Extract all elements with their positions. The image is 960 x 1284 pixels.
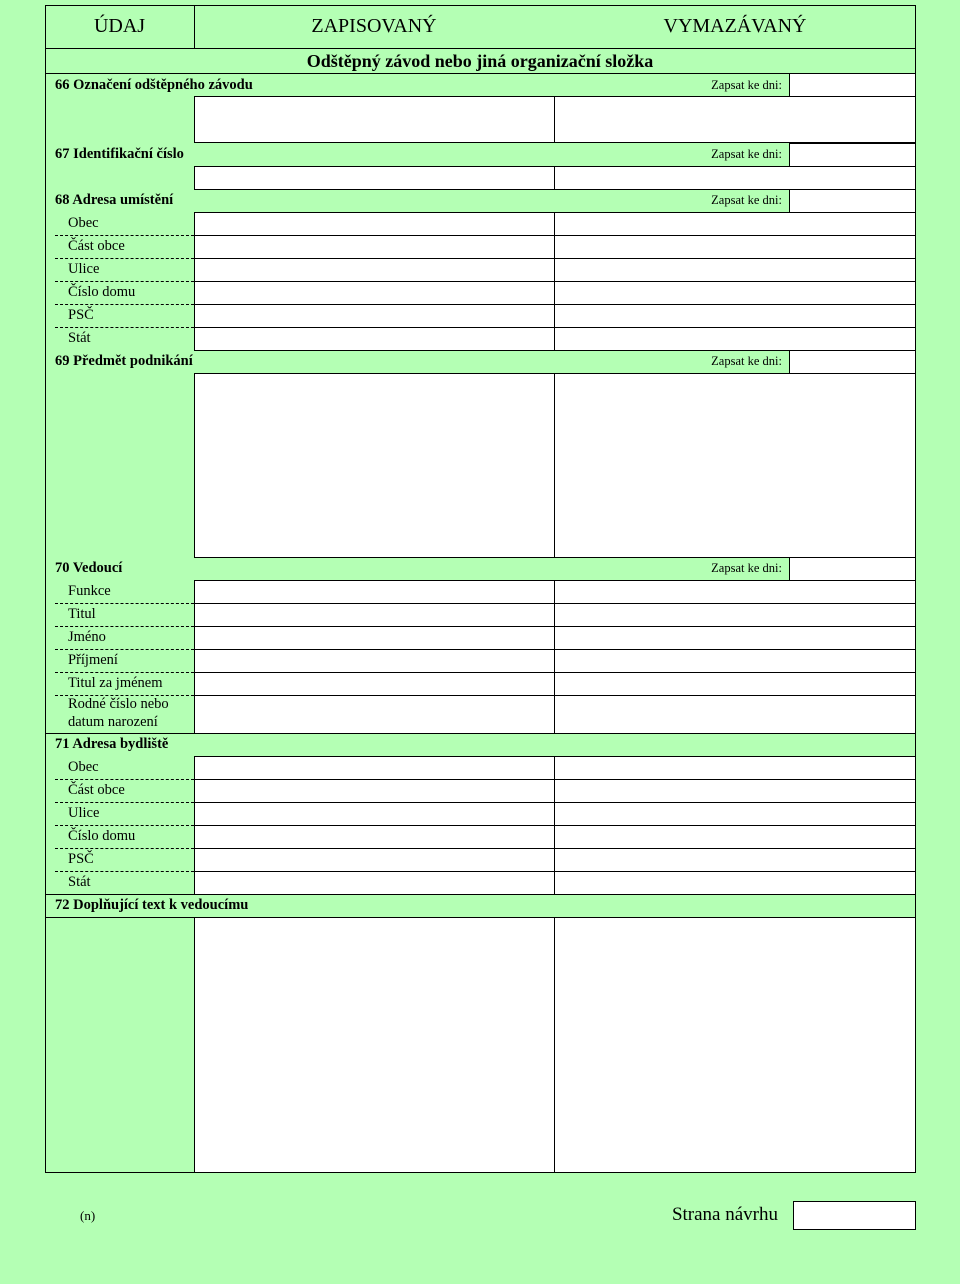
person70-vymazavany-titul[interactable] bbox=[554, 603, 916, 627]
address71-zapisovany-obec[interactable] bbox=[194, 756, 555, 780]
address68-label-ulice: Ulice bbox=[68, 261, 100, 277]
person70-vymazavany-rodne-cislo[interactable] bbox=[554, 695, 916, 734]
address68-vymazavany-psc[interactable] bbox=[554, 304, 916, 328]
address71-vymazavany-cast-obce[interactable] bbox=[554, 779, 916, 803]
address68-vymazavany-cast-obce[interactable] bbox=[554, 235, 916, 259]
zapisovany-field-66[interactable] bbox=[194, 96, 555, 143]
person70-label-titul: Titul bbox=[68, 606, 96, 622]
footer-mark: (n) bbox=[80, 1208, 96, 1223]
person70-zapisovany-funkce[interactable] bbox=[194, 580, 555, 604]
address71-label-psc: PSČ bbox=[68, 851, 94, 867]
address68-zapisovany-cislo-domu[interactable] bbox=[194, 281, 555, 305]
page-number-input[interactable] bbox=[793, 1201, 916, 1230]
address71-vymazavany-obec[interactable] bbox=[554, 756, 916, 780]
address71-zapisovany-stat[interactable] bbox=[194, 871, 555, 895]
person70-vymazavany-prijmeni[interactable] bbox=[554, 649, 916, 673]
zapsat-ke-dni-label-67: Zapsat ke dni: bbox=[711, 147, 782, 161]
person70-zapisovany-titul[interactable] bbox=[194, 603, 555, 627]
zapsat-ke-dni-label-66: Zapsat ke dni: bbox=[711, 78, 782, 92]
person70-vymazavany-titul-za-jmenem[interactable] bbox=[554, 672, 916, 696]
vymazavany-field-69[interactable] bbox=[554, 373, 916, 558]
address68-label-psc: PSČ bbox=[68, 307, 94, 323]
section-69-title: 69 Předmět podnikání bbox=[55, 353, 193, 369]
address68-zapisovany-stat[interactable] bbox=[194, 327, 555, 351]
person70-zapisovany-rodne-cislo[interactable] bbox=[194, 695, 555, 734]
address68-zapisovany-psc[interactable] bbox=[194, 304, 555, 328]
address68-vymazavany-stat[interactable] bbox=[554, 327, 916, 351]
address71-vymazavany-stat[interactable] bbox=[554, 871, 916, 895]
section-67-title: 67 Identifikační číslo bbox=[55, 146, 184, 162]
person70-zapisovany-jmeno[interactable] bbox=[194, 626, 555, 650]
section-71-top-line bbox=[45, 733, 916, 734]
zapisovany-field-72[interactable] bbox=[194, 917, 555, 1173]
person70-vymazavany-funkce[interactable] bbox=[554, 580, 916, 604]
address68-vymazavany-cislo-domu[interactable] bbox=[554, 281, 916, 305]
section-72-title: 72 Doplňující text k vedoucímu bbox=[55, 897, 249, 913]
zapsat-ke-dni-input-66[interactable] bbox=[789, 73, 916, 97]
address71-zapisovany-cast-obce[interactable] bbox=[194, 779, 555, 803]
section-70-title: 70 Vedoucí bbox=[55, 560, 123, 576]
zapsat-ke-dni-input-69[interactable] bbox=[789, 350, 916, 374]
address71-label-obec: Obec bbox=[68, 759, 99, 775]
address71-label-stat: Stát bbox=[68, 874, 91, 890]
column-header-udaj: ÚDAJ bbox=[93, 15, 146, 37]
address68-label-stat: Stát bbox=[68, 330, 91, 346]
address71-label-ulice: Ulice bbox=[68, 805, 100, 821]
rodne-cislo-label-line2: datum narození bbox=[68, 714, 158, 730]
section-68-title: 68 Adresa umístění bbox=[55, 192, 174, 208]
section-71-title: 71 Adresa bydliště bbox=[55, 736, 169, 752]
zapisovany-field-69[interactable] bbox=[194, 373, 555, 558]
address68-zapisovany-cast-obce[interactable] bbox=[194, 235, 555, 259]
person70-zapisovany-prijmeni[interactable] bbox=[194, 649, 555, 673]
vymazavany-field-66[interactable] bbox=[554, 96, 916, 143]
address71-vymazavany-psc[interactable] bbox=[554, 848, 916, 872]
vymazavany-field-72[interactable] bbox=[554, 917, 916, 1173]
address68-vymazavany-obec[interactable] bbox=[554, 212, 916, 236]
section-66-title: 66 Označení odštěpného závodu bbox=[55, 77, 253, 93]
column-header-zapisovany: ZAPISOVANÝ bbox=[311, 15, 437, 37]
zapsat-ke-dni-label-69: Zapsat ke dni: bbox=[711, 354, 782, 368]
address68-zapisovany-obec[interactable] bbox=[194, 212, 555, 236]
zapsat-ke-dni-label-68: Zapsat ke dni: bbox=[711, 193, 782, 207]
zapsat-ke-dni-input-70[interactable] bbox=[789, 557, 916, 581]
address68-zapisovany-ulice[interactable] bbox=[194, 258, 555, 282]
address68-vymazavany-ulice[interactable] bbox=[554, 258, 916, 282]
person70-label-jmeno: Jméno bbox=[68, 629, 106, 645]
address71-zapisovany-psc[interactable] bbox=[194, 848, 555, 872]
rodne-cislo-label-line1: Rodné číslo nebo bbox=[68, 696, 169, 712]
page-number-label: Strana návrhu bbox=[671, 1204, 778, 1225]
zapsat-ke-dni-label-70: Zapsat ke dni: bbox=[711, 561, 782, 575]
vymazavany-field-67[interactable] bbox=[554, 166, 916, 190]
zapsat-ke-dni-input-67[interactable] bbox=[789, 143, 916, 167]
person70-label-titul-za-jmenem: Titul za jménem bbox=[68, 675, 163, 691]
zapisovany-field-67[interactable] bbox=[194, 166, 555, 190]
column-header-vymazavany: VYMAZÁVANÝ bbox=[663, 15, 807, 37]
person70-label-prijmeni: Příjmení bbox=[68, 652, 118, 668]
address68-label-cast-obce: Část obce bbox=[68, 238, 125, 254]
address71-zapisovany-ulice[interactable] bbox=[194, 802, 555, 826]
address68-label-cislo-domu: Číslo domu bbox=[68, 284, 136, 300]
address71-vymazavany-ulice[interactable] bbox=[554, 802, 916, 826]
person70-zapisovany-titul-za-jmenem[interactable] bbox=[194, 672, 555, 696]
address68-label-obec: Obec bbox=[68, 215, 99, 231]
form-subtitle: Odštěpný závod nebo jiná organizační složka bbox=[306, 51, 654, 71]
person70-label-funkce: Funkce bbox=[68, 583, 111, 599]
address71-label-cast-obce: Část obce bbox=[68, 782, 125, 798]
person70-vymazavany-jmeno[interactable] bbox=[554, 626, 916, 650]
address71-zapisovany-cislo-domu[interactable] bbox=[194, 825, 555, 849]
zapsat-ke-dni-input-68[interactable] bbox=[789, 189, 916, 213]
address71-label-cislo-domu: Číslo domu bbox=[68, 828, 136, 844]
address71-vymazavany-cislo-domu[interactable] bbox=[554, 825, 916, 849]
